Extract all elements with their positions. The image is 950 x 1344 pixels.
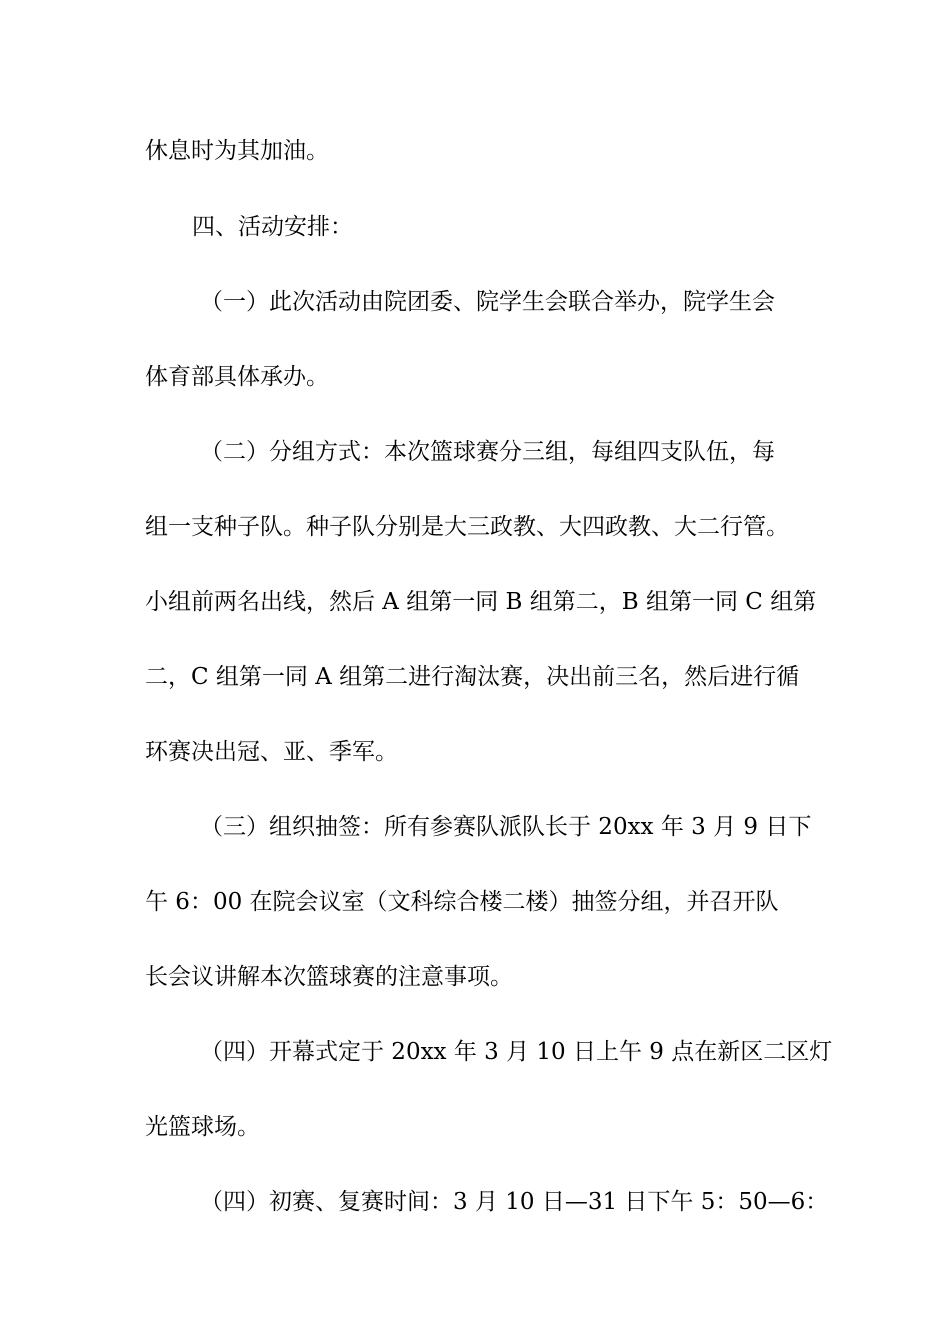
paragraph-line: 小组前两名出线，然后 A 组第一同 B 组第二，B 组第一同 C 组第 xyxy=(145,589,817,615)
paragraph-line: （四）初赛、复赛时间：3 月 10 日—31 日下午 5：50—6： xyxy=(200,1189,829,1215)
paragraph-line: （二）分组方式：本次篮球赛分三组，每组四支队伍，每 xyxy=(200,439,775,465)
paragraph-line: （三）组织抽签：所有参赛队派队长于 20xx 年 3 月 9 日下 xyxy=(200,814,812,840)
paragraph-line: 组一支种子队。种子队分别是大三政教、大四政教、大二行管。 xyxy=(145,514,789,540)
paragraph-line: 环赛决出冠、亚、季军。 xyxy=(145,739,398,765)
section-heading: 四、活动安排： xyxy=(192,214,353,240)
paragraph-line: 体育部具体承办。 xyxy=(145,364,329,390)
paragraph-line: 光篮球场。 xyxy=(145,1114,260,1140)
paragraph-line: 长会议讲解本次篮球赛的注意事项。 xyxy=(145,964,513,990)
paragraph-line: （四）开幕式定于 20xx 年 3 月 10 日上午 9 点在新区二区灯 xyxy=(200,1039,833,1065)
paragraph-line: 休息时为其加油。 xyxy=(145,138,329,164)
paragraph-line: 二，C 组第一同 A 组第二进行淘汰赛，决出前三名，然后进行循 xyxy=(145,664,800,690)
paragraph-line: 午 6：00 在院会议室（文科综合楼二楼）抽签分组，并召开队 xyxy=(145,889,779,915)
paragraph-line: （一）此次活动由院团委、院学生会联合举办，院学生会 xyxy=(200,289,775,315)
